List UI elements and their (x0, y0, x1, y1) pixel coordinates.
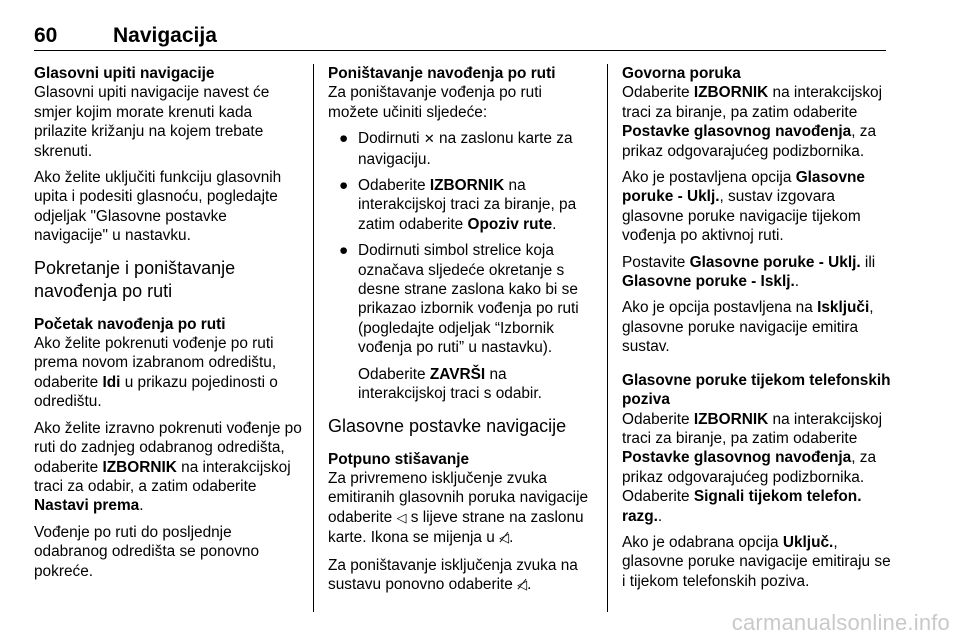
section-heading: Govorna poruka (622, 65, 741, 82)
paragraph: Vođenje po ruti do posljednje odabranog odredišta se ponovno pokreće. (34, 523, 260, 580)
section-heading: Glasovne poruke tijekom telefonskih poziva (622, 371, 891, 409)
list-item: ● Odaberite IZBORNIK na interakcijskoj traci za biranje, pa zatim odaberite Opoziv rute. (339, 177, 577, 233)
paragraph: Ako je odabrana opcija Uključ., glasovne poruke navigacije emitiraju se i tijekom telefonskih poziva. (622, 533, 891, 590)
paragraph: Ako želite pokrenuti vođenje po ruti prema novom izabranom odredištu, odaberite Idi u prikazu pojedinosti o odredištu. (34, 335, 278, 411)
section-heading: Poništavanje navođenja po ruti (328, 65, 556, 82)
paragraph: Odaberite ZAVRŠI na interakcijskoj traci s odabir. (358, 365, 542, 403)
paragraph: Za poništavanje isključenja zvuka na sustavu ponovno odaberite ◁̸. (328, 556, 578, 593)
chapter-heading: Glasovne postavke navigacije (328, 415, 567, 436)
paragraph: Ako je postavljena opcija Glasovne poruke - Uklj., sustav izgovara glasovne poruke navigacije tijekom vođenja po aktivnoj ruti. (622, 169, 865, 245)
paragraph: Ako želite uključiti funkciju glasovnih upita i podesiti glasnoću, pogledajte odjeljak "Glasovne postavke navigacije" u nastavku. (34, 169, 282, 245)
paragraph: Ako želite izravno pokrenuti vođenje po ruti do zadnjeg odabranog odredišta, odaberite IZBORNIK na interakcijskoj traci za odabir, a zatim odaberite Nastavi prema. (34, 419, 302, 515)
chapter-heading: Pokretanje i poništavanje navođenja po ruti (34, 257, 236, 301)
column-middle (328, 64, 594, 602)
section-heading: Glasovni upiti navigacije (34, 65, 215, 82)
page-header (34, 20, 886, 51)
paragraph: Za poništavanje vođenja po ruti možete učiniti sljedeće: (328, 84, 542, 121)
close-icon: ✕ (423, 132, 435, 148)
paragraph: Ako je opcija postavljena na Isključi, glasovne poruke navigacije emitira sustav. (622, 299, 874, 356)
speaker-muted-icon: ◁̸ (499, 531, 510, 547)
section-heading: Početak navođenja po ruti (34, 315, 226, 333)
column-left (34, 64, 302, 588)
watermark: carmanualsonline.info (731, 610, 950, 635)
page-number: 60 (34, 24, 58, 47)
paragraph: Odaberite IZBORNIK na interakcijskoj traci za biranje, pa zatim odaberite Postavke glasovnog navođenja, za prikaz odgovarajućeg podizbornika. (622, 84, 883, 160)
list-item: ● Dodirnuti simbol strelice koja označava sljedeće okretanje s desne strane zaslona kako bi se prikazao izbornik vođenja po ruti (pogledajte odjeljak “Izbornik vođenja po ruti” u nastavku). (339, 242, 579, 357)
paragraph: Odaberite IZBORNIK na interakcijskoj traci za biranje, pa zatim odaberite Postavke glasovnog navođenja, za prikaz odgovarajućeg podizbornika. Odaberite Signali tijekom telefon. razg.. (622, 410, 883, 525)
column-divider (313, 64, 314, 612)
paragraph: Postavite Glasovne poruke - Uklj. ili Glasovne poruke - Isklj.. (622, 253, 876, 291)
list-item: ● Dodirnuti ✕ na zaslonu karte za navigaciju. (339, 130, 573, 168)
paragraph: Glasovni upiti navigacije navest će smjer kojim morate krenuti kada prilazite križanju na kojem trebate skrenuti. (34, 84, 270, 160)
paragraph: Za privremeno isključenje zvuka emitiranih glasovnih poruka navigacije odaberite ◁ s lijeve strane na zaslonu karte. Ikona se mijenja u ◁̸. (328, 469, 589, 547)
section-heading: Potpuno stišavanje (328, 450, 470, 468)
speaker-icon: ◁ (396, 510, 407, 526)
page-title: Navigacija (113, 24, 217, 47)
column-divider (607, 64, 608, 612)
bullet-list (328, 129, 594, 357)
speaker-muted-icon: ◁̸ (517, 577, 528, 593)
column-right (622, 64, 892, 598)
